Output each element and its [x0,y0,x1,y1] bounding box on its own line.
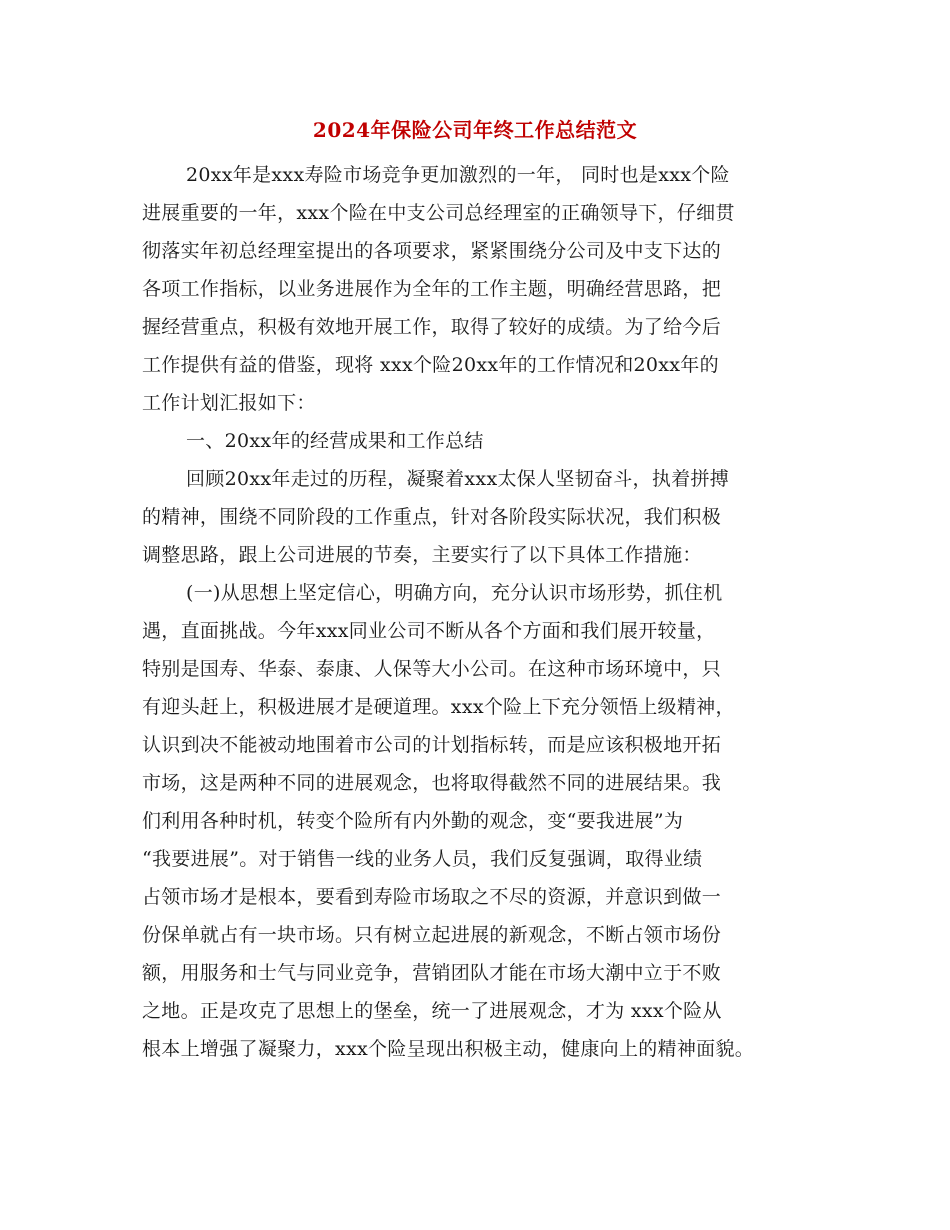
text-line-4: 各项工作指标，以业务进展作为全年的工作主题，明确经营思路，把 [142,278,722,300]
text-line-24: 根本上增强了凝聚力，xxx个险呈现出积极主动，健康向上的精神面貌。 [142,1038,755,1060]
text-line-10: 的精神，围绕不同阶段的工作重点，针对各阶段实际状况，我们积极 [142,506,722,528]
document-title: 2024年保险公司年终工作总结范文 [312,118,638,142]
text-line-19: “我要进展”。对于销售一线的业务人员，我们反复强调，取得业绩 [142,848,703,870]
text-line-6: 工作提供有益的借鉴，现将 xxx个险20xx年的工作情况和20xx年的 [142,354,719,376]
text-line-5: 握经营重点，积极有效地开展工作，取得了较好的成绩。为了给今后 [142,316,722,338]
text-line-18: 们利用各种时机，转变个险所有内外勤的观念，变“要我进展”为 [142,810,684,832]
text-line-9: 回顾20xx年走过的历程，凝聚着xxx太保人坚韧奋斗，执着拼搏 [186,468,730,490]
text-line-11: 调整思路，跟上公司进展的节奏，主要实行了以下具体工作措施： [142,544,702,566]
text-line-22: 额，用服务和士气与同业竞争，营销团队才能在市场大潮中立于不败 [142,962,722,984]
text-line-13: 遇，直面挑战。今年xxx同业公司不断从各个方面和我们展开较量， [142,620,716,642]
text-line-3: 彻落实年初总经理室提出的各项要求，紧紧围绕分公司及中支下达的 [142,240,722,262]
text-line-17: 市场，这是两种不同的进展观念，也将取得截然不同的进展结果。我 [142,772,722,794]
text-line-2: 进展重要的一年，xxx个险在中支公司总经理室的正确领导下，仔细贯 [142,202,735,224]
text-line-14: 特别是国寿、华泰、泰康、人保等大小公司。在这种市场环境中，只 [142,658,722,680]
text-line-21: 份保单就占有一块市场。只有树立起进展的新观念，不断占领市场份 [142,924,722,946]
text-line-20: 占领市场才是根本，要看到寿险市场取之不尽的资源，并意识到做一 [142,886,722,908]
text-line-12: (一)从思想上坚定信心，明确方向，充分认识市场形势，抓住机 [186,582,723,604]
text-line-7: 工作计划汇报如下： [142,392,316,414]
text-line-23: 之地。正是攻克了思想上的堡垒，统一了进展观念，才为 xxx个险从 [142,1000,722,1022]
text-line-15: 有迎头赶上，积极进展才是硬道理。xxx个险上下充分领悟上级精神， [142,696,735,718]
section-heading: 一、20xx年的经营成果和工作总结 [186,430,484,452]
text-line-16: 认识到决不能被动地围着市公司的计划指标转，而是应该积极地开拓 [142,734,722,756]
text-line-1: 20xx年是xxx寿险市场竞争更加激烈的一年， 同时也是xxx个险 [186,164,730,186]
